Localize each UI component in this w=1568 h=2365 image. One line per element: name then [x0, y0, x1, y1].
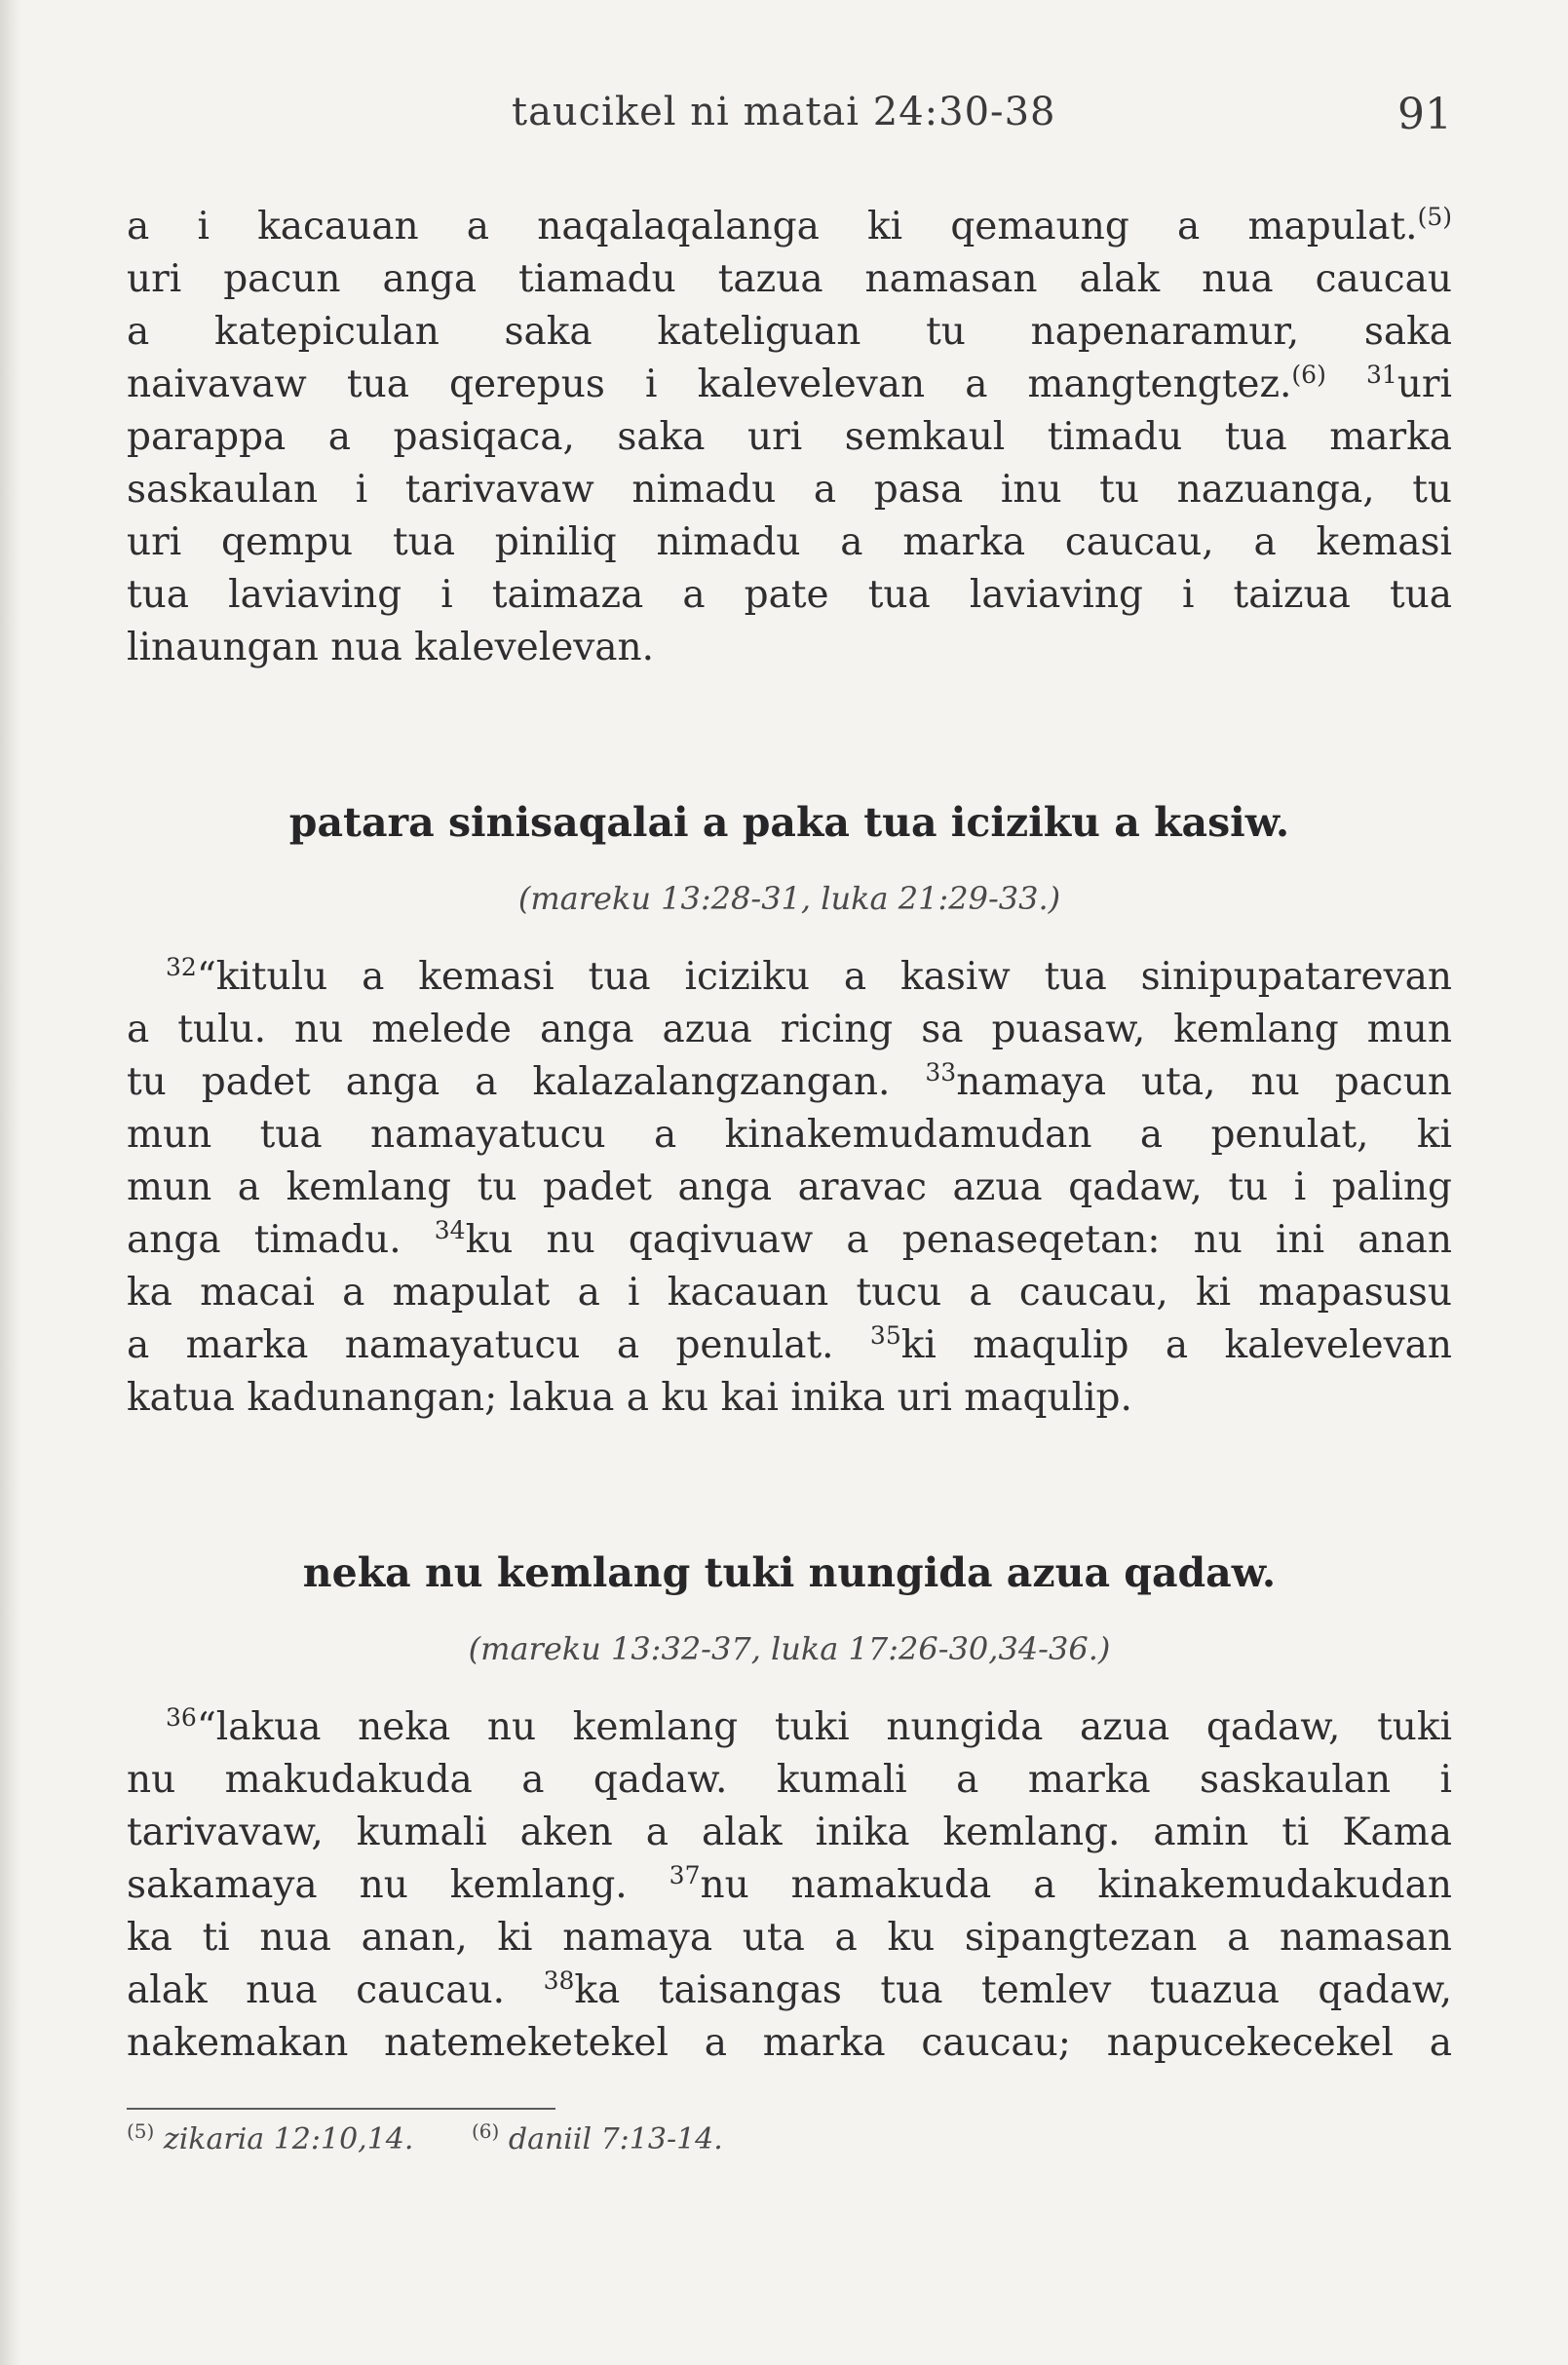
footnote	[127, 2119, 414, 2156]
text-line: tua laviaving i taimaza a pate tua laviaving i taizua tua	[127, 573, 1452, 617]
text-line	[127, 1214, 1452, 1267]
footnote	[471, 2119, 723, 2156]
text-line-content: alak nua caucau.	[127, 1968, 506, 2012]
text-line: a tulu. nu melede anga azua ricing sa puasaw, kemlang mun	[127, 1008, 1452, 1051]
text-line: a katepiculan saka kateliguan tu napenaramur, saka	[127, 310, 1452, 354]
paragraph-verses-30-31	[127, 201, 1452, 674]
verse-number: 37	[669, 1861, 701, 1889]
page-binding-edge	[0, 0, 21, 2365]
text-line: ka macai a mapulat a i kacauan tucu a caucau, ki mapasusu	[127, 1271, 1452, 1315]
footnote-mark: (5)	[127, 2119, 155, 2143]
paragraph-verses-36-38	[127, 1701, 1452, 2070]
verse-number: 34	[434, 1216, 466, 1244]
text-line-tail: uri	[1396, 362, 1452, 406]
verse-number: 35	[869, 1321, 901, 1350]
text-line: tarivavaw, kumali aken a alak inika kemlang. amin ti Kama	[127, 1811, 1452, 1854]
verse-number: 33	[925, 1058, 957, 1087]
text-line	[127, 1056, 1452, 1109]
footnote-marker: (6)	[1291, 361, 1326, 389]
footnote-divider	[127, 2108, 555, 2110]
running-head: taucikel ni matai 24:30-38	[512, 90, 1056, 134]
verse-number: 32	[166, 953, 197, 981]
text-line: nu makudakuda a qadaw. kumali a marka saskaulan i	[127, 1758, 1452, 1802]
text-line-content: naivavaw tua qerepus i kalevelevan a mangtengtez.	[127, 362, 1292, 406]
text-line	[127, 201, 1452, 253]
text-line-content: sakamaya nu kemlang.	[127, 1863, 628, 1907]
text-line: ka ti nua anan, ki namaya uta a ku sipangtezan a namasan	[127, 1916, 1452, 1960]
text-line: linaungan nua kalevelevan.	[127, 626, 655, 669]
text-line-content: anga timadu.	[127, 1218, 402, 1262]
text-line-content: ka taisangas tua temlev tuazua qadaw,	[574, 1968, 1452, 2012]
section-heading: neka nu kemlang tuki nungida azua qadaw.	[302, 1549, 1277, 1596]
text-line: uri pacun anga tiamadu tazua namasan alak nua caucau	[127, 257, 1452, 301]
text-line: katua kadunangan; lakua a ku kai inika uri maqulip.	[127, 1376, 1132, 1420]
paragraph-verses-32-35	[127, 951, 1452, 1425]
text-line: saskaulan i tarivavaw nimadu a pasa inu tu nazuanga, tu	[127, 468, 1452, 512]
footnote-mark: (6)	[471, 2119, 500, 2143]
text-line: uri qempu tua piniliq nimadu a marka caucau, a kemasi	[127, 520, 1452, 564]
page-number: 91	[1397, 90, 1452, 139]
text-line-content: a marka namayatucu a penulat.	[127, 1323, 834, 1367]
text-line: parappa a pasiqaca, saka uri semkaul timadu tua marka	[127, 415, 1452, 459]
text-line	[127, 1859, 1452, 1912]
text-line-content: namaya uta, nu pacun	[956, 1060, 1452, 1104]
text-line: mun a kemlang tu padet anga aravac azua qadaw, tu i paling	[127, 1165, 1452, 1209]
footnote-text: zikaria 12:10,14.	[163, 2122, 414, 2156]
verse-number: 38	[543, 1966, 575, 1995]
footnote-text: daniil 7:13-14.	[508, 2122, 723, 2156]
text-line-content: ku nu qaqivuaw a penaseqetan: nu ini anan	[465, 1218, 1452, 1262]
verse-number: 36	[166, 1703, 197, 1732]
footnotes	[127, 2119, 772, 2156]
section-heading: patara sinisaqalai a paka tua iciziku a kasiw.	[288, 799, 1290, 846]
section-reference: (mareku 13:28-31, luka 21:29-33.)	[517, 880, 1061, 917]
text-line	[127, 1701, 1452, 1754]
text-line-content: “lakua neka nu kemlang tuki nungida azua qadaw, tuki	[196, 1705, 1452, 1749]
verse-number: 31	[1365, 361, 1397, 389]
text-line	[127, 1319, 1452, 1372]
text-line	[127, 1964, 1452, 2017]
text-line: nakemakan natemeketekel a marka caucau; napucekecekel a	[127, 2021, 1452, 2065]
text-line-content: ki maqulip a kalevelevan	[900, 1323, 1452, 1367]
text-line-content: “kitulu a kemasi tua iciziku a kasiw tua sinipupatarevan	[196, 955, 1452, 999]
page-header	[127, 90, 1452, 158]
text-line	[127, 951, 1452, 1004]
text-line-content: a i kacauan a naqalaqalanga ki qemaung a mapulat.	[127, 205, 1418, 248]
text-line	[127, 359, 1452, 411]
section-reference: (mareku 13:32-37, luka 17:26-30,34-36.)	[468, 1630, 1111, 1667]
footnote-marker: (5)	[1417, 203, 1452, 231]
text-line-content: tu padet anga a kalazalangzangan.	[127, 1060, 891, 1104]
text-line-content: nu namakuda a kinakemudakudan	[700, 1863, 1452, 1907]
text-line: mun tua namayatucu a kinakemudamudan a penulat, ki	[127, 1113, 1452, 1157]
